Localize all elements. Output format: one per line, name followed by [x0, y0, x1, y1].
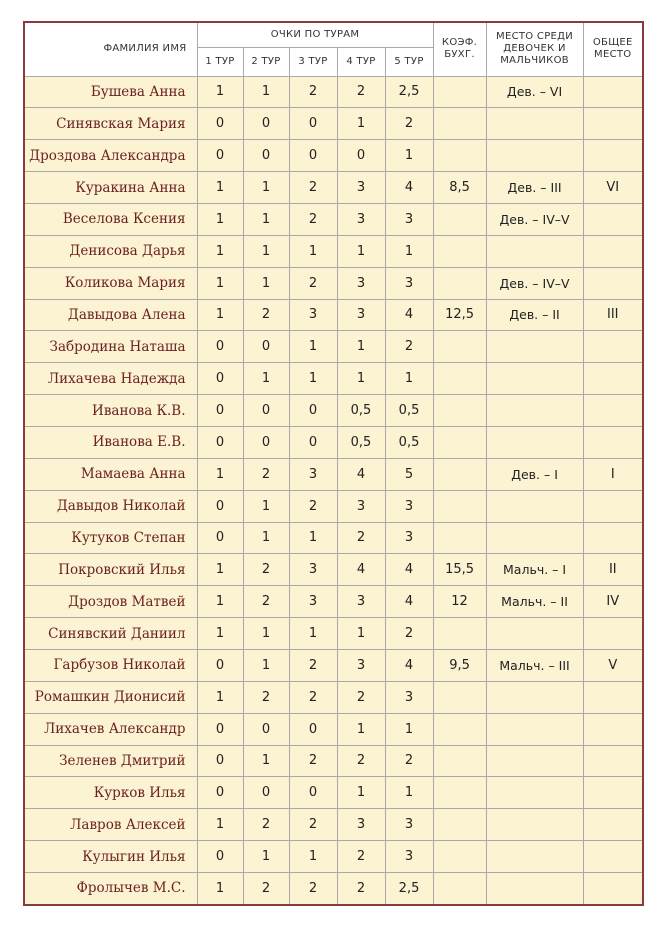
cell-tour-4: 3: [337, 267, 385, 299]
cell-tour-2: 0: [243, 140, 289, 172]
cell-place-gender: [486, 331, 583, 363]
cell-tour-4: 3: [337, 586, 385, 618]
header-tour-4: 4 ТУР: [337, 47, 385, 76]
cell-overall: [583, 490, 642, 522]
cell-name: Иванова К.В.: [25, 395, 197, 427]
cell-tour-2: 1: [243, 522, 289, 554]
cell-place-gender: [486, 777, 583, 809]
cell-tour-5: 5: [385, 458, 433, 490]
cell-tour-3: 0: [289, 713, 337, 745]
cell-place-gender: [486, 235, 583, 267]
cell-tour-4: 3: [337, 172, 385, 204]
cell-tour-1: 0: [197, 713, 243, 745]
cell-place-gender: [486, 745, 583, 777]
cell-coef: [433, 235, 486, 267]
cell-tour-4: 3: [337, 649, 385, 681]
table-row: [25, 745, 642, 777]
cell-tour-4: 2: [337, 841, 385, 873]
table-row: [25, 267, 642, 299]
table-row: [25, 203, 642, 235]
cell-tour-5: 1: [385, 713, 433, 745]
cell-tour-5: 2: [385, 745, 433, 777]
cell-tour-2: 2: [243, 681, 289, 713]
cell-tour-5: 1: [385, 777, 433, 809]
cell-coef: [433, 681, 486, 713]
cell-overall: [583, 522, 642, 554]
cell-place-gender: [486, 681, 583, 713]
cell-tour-1: 1: [197, 809, 243, 841]
cell-tour-2: 1: [243, 841, 289, 873]
table-row: [25, 395, 642, 427]
cell-tour-3: 3: [289, 554, 337, 586]
cell-name: Дроздов Матвей: [25, 586, 197, 618]
cell-place-gender: Дев. – I: [486, 458, 583, 490]
cell-coef: 12: [433, 586, 486, 618]
cell-tour-1: 1: [197, 299, 243, 331]
table-row: [25, 235, 642, 267]
cell-tour-2: 0: [243, 108, 289, 140]
table-row: [25, 713, 642, 745]
table-row: [25, 299, 642, 331]
cell-coef: [433, 522, 486, 554]
cell-overall: [583, 872, 642, 904]
cell-tour-5: 3: [385, 267, 433, 299]
header-tour-1: 1 ТУР: [197, 47, 243, 76]
header-place-gender-text: МЕСТО СРЕДИ ДЕВОЧЕК И МАЛЬЧИКОВ: [496, 31, 574, 67]
cell-coef: 8,5: [433, 172, 486, 204]
cell-overall: [583, 108, 642, 140]
cell-tour-4: 0,5: [337, 426, 385, 458]
cell-tour-3: 3: [289, 299, 337, 331]
cell-place-gender: [486, 841, 583, 873]
cell-tour-4: 1: [337, 363, 385, 395]
cell-tour-4: 1: [337, 777, 385, 809]
results-table: [25, 23, 642, 904]
cell-tour-4: 4: [337, 458, 385, 490]
cell-overall: IV: [583, 586, 642, 618]
cell-coef: [433, 713, 486, 745]
cell-tour-5: 2,5: [385, 76, 433, 108]
cell-place-gender: Мальч. – II: [486, 586, 583, 618]
cell-tour-3: 0: [289, 426, 337, 458]
table-row: [25, 426, 642, 458]
cell-tour-4: 2: [337, 745, 385, 777]
cell-tour-2: 2: [243, 458, 289, 490]
cell-place-gender: Дев. – II: [486, 299, 583, 331]
cell-tour-1: 1: [197, 267, 243, 299]
table-row: [25, 490, 642, 522]
cell-overall: [583, 395, 642, 427]
cell-place-gender: [486, 426, 583, 458]
cell-coef: [433, 841, 486, 873]
table-row: [25, 363, 642, 395]
cell-tour-1: 0: [197, 841, 243, 873]
table-row: [25, 522, 642, 554]
cell-coef: [433, 108, 486, 140]
cell-tour-2: 1: [243, 490, 289, 522]
cell-place-gender: [486, 809, 583, 841]
cell-tour-5: 0,5: [385, 426, 433, 458]
table-row: [25, 618, 642, 650]
cell-place-gender: [486, 522, 583, 554]
cell-tour-2: 2: [243, 809, 289, 841]
cell-tour-2: 2: [243, 586, 289, 618]
table-body: [25, 76, 642, 904]
cell-tour-1: 0: [197, 363, 243, 395]
cell-tour-1: 0: [197, 108, 243, 140]
cell-name: Кутуков Степан: [25, 522, 197, 554]
cell-tour-1: 1: [197, 203, 243, 235]
cell-overall: [583, 76, 642, 108]
cell-name: Кулыгин Илья: [25, 841, 197, 873]
cell-tour-3: 1: [289, 331, 337, 363]
cell-tour-3: 0: [289, 140, 337, 172]
cell-tour-5: 4: [385, 172, 433, 204]
cell-name: Забродина Наташа: [25, 331, 197, 363]
table-row: [25, 777, 642, 809]
cell-tour-2: 0: [243, 426, 289, 458]
cell-tour-3: 3: [289, 458, 337, 490]
cell-coef: [433, 267, 486, 299]
cell-place-gender: [486, 140, 583, 172]
header-name: ФАМИЛИЯ ИМЯ: [25, 23, 197, 76]
cell-tour-4: 1: [337, 108, 385, 140]
cell-overall: [583, 140, 642, 172]
cell-name: Давыдов Николай: [25, 490, 197, 522]
cell-tour-5: 1: [385, 363, 433, 395]
cell-tour-4: 1: [337, 618, 385, 650]
cell-tour-4: 3: [337, 490, 385, 522]
cell-tour-5: 4: [385, 299, 433, 331]
cell-place-gender: Мальч. – I: [486, 554, 583, 586]
cell-overall: V: [583, 649, 642, 681]
table-row: [25, 649, 642, 681]
cell-name: Синявская Мария: [25, 108, 197, 140]
cell-tour-4: 2: [337, 76, 385, 108]
cell-tour-5: 2: [385, 108, 433, 140]
cell-tour-3: 1: [289, 235, 337, 267]
cell-tour-5: 3: [385, 203, 433, 235]
cell-overall: [583, 809, 642, 841]
cell-overall: [583, 841, 642, 873]
cell-place-gender: [486, 872, 583, 904]
table-row: [25, 108, 642, 140]
cell-overall: II: [583, 554, 642, 586]
cell-tour-5: 2,5: [385, 872, 433, 904]
cell-tour-3: 0: [289, 777, 337, 809]
table-row: [25, 140, 642, 172]
cell-place-gender: [486, 618, 583, 650]
table-row: [25, 172, 642, 204]
cell-tour-1: 0: [197, 426, 243, 458]
cell-overall: [583, 681, 642, 713]
cell-tour-3: 1: [289, 522, 337, 554]
cell-name: Денисова Дарья: [25, 235, 197, 267]
cell-overall: [583, 235, 642, 267]
cell-tour-5: 3: [385, 841, 433, 873]
cell-tour-4: 1: [337, 235, 385, 267]
cell-tour-1: 1: [197, 172, 243, 204]
cell-tour-3: 2: [289, 267, 337, 299]
cell-tour-2: 1: [243, 745, 289, 777]
table-row: [25, 681, 642, 713]
cell-tour-3: 2: [289, 745, 337, 777]
cell-name: Давыдова Алена: [25, 299, 197, 331]
cell-tour-1: 0: [197, 522, 243, 554]
cell-tour-1: 1: [197, 235, 243, 267]
cell-place-gender: Дев. – VI: [486, 76, 583, 108]
cell-tour-4: 2: [337, 522, 385, 554]
cell-name: Бушева Анна: [25, 76, 197, 108]
table-row: [25, 872, 642, 904]
cell-tour-5: 1: [385, 235, 433, 267]
cell-tour-4: 3: [337, 203, 385, 235]
cell-overall: [583, 203, 642, 235]
cell-coef: [433, 745, 486, 777]
cell-tour-3: 2: [289, 809, 337, 841]
cell-place-gender: [486, 108, 583, 140]
cell-tour-1: 0: [197, 490, 243, 522]
cell-tour-2: 2: [243, 554, 289, 586]
cell-name: Ромашкин Дионисий: [25, 681, 197, 713]
cell-tour-3: 2: [289, 203, 337, 235]
cell-name: Веселова Ксения: [25, 203, 197, 235]
cell-tour-2: 0: [243, 331, 289, 363]
cell-tour-1: 0: [197, 395, 243, 427]
cell-tour-2: 1: [243, 618, 289, 650]
table-row: [25, 554, 642, 586]
cell-coef: [433, 809, 486, 841]
cell-tour-4: 1: [337, 713, 385, 745]
header-coef: [433, 23, 486, 76]
cell-tour-4: 1: [337, 331, 385, 363]
cell-tour-4: 4: [337, 554, 385, 586]
cell-name: Лихачева Надежда: [25, 363, 197, 395]
cell-name: Куракина Анна: [25, 172, 197, 204]
cell-tour-3: 3: [289, 586, 337, 618]
cell-tour-2: 1: [243, 649, 289, 681]
cell-place-gender: Мальч. – III: [486, 649, 583, 681]
cell-tour-5: 3: [385, 522, 433, 554]
cell-place-gender: [486, 395, 583, 427]
cell-name: Лавров Алексей: [25, 809, 197, 841]
cell-tour-4: 2: [337, 681, 385, 713]
cell-tour-3: 1: [289, 363, 337, 395]
cell-coef: [433, 458, 486, 490]
cell-coef: [433, 363, 486, 395]
header-tour-3: 3 ТУР: [289, 47, 337, 76]
cell-name: Зеленев Дмитрий: [25, 745, 197, 777]
cell-coef: [433, 203, 486, 235]
cell-tour-3: 1: [289, 841, 337, 873]
cell-tour-1: 1: [197, 681, 243, 713]
cell-tour-1: 0: [197, 140, 243, 172]
cell-coef: [433, 777, 486, 809]
cell-tour-2: 1: [243, 172, 289, 204]
cell-coef: [433, 76, 486, 108]
cell-tour-3: 1: [289, 618, 337, 650]
table-row: [25, 841, 642, 873]
cell-name: Иванова Е.В.: [25, 426, 197, 458]
cell-overall: [583, 745, 642, 777]
cell-tour-1: 1: [197, 458, 243, 490]
table-row: [25, 809, 642, 841]
cell-tour-1: 0: [197, 745, 243, 777]
cell-tour-3: 2: [289, 872, 337, 904]
cell-tour-5: 4: [385, 586, 433, 618]
cell-tour-1: 1: [197, 872, 243, 904]
cell-tour-4: 0: [337, 140, 385, 172]
cell-overall: I: [583, 458, 642, 490]
cell-tour-3: 0: [289, 395, 337, 427]
cell-coef: [433, 872, 486, 904]
cell-place-gender: [486, 363, 583, 395]
cell-overall: VI: [583, 172, 642, 204]
cell-name: Гарбузов Николай: [25, 649, 197, 681]
cell-coef: [433, 490, 486, 522]
cell-tour-2: 1: [243, 203, 289, 235]
cell-tour-1: 1: [197, 586, 243, 618]
header-overall: [583, 23, 642, 76]
table-row: [25, 331, 642, 363]
cell-tour-5: 0,5: [385, 395, 433, 427]
cell-coef: 9,5: [433, 649, 486, 681]
cell-coef: [433, 395, 486, 427]
cell-overall: III: [583, 299, 642, 331]
cell-tour-2: 2: [243, 872, 289, 904]
cell-coef: [433, 426, 486, 458]
cell-tour-2: 0: [243, 777, 289, 809]
cell-tour-5: 3: [385, 809, 433, 841]
cell-place-gender: Дев. – IV–V: [486, 203, 583, 235]
cell-tour-1: 1: [197, 554, 243, 586]
cell-coef: [433, 140, 486, 172]
cell-coef: 12,5: [433, 299, 486, 331]
cell-coef: 15,5: [433, 554, 486, 586]
cell-tour-5: 1: [385, 140, 433, 172]
results-table-frame: [23, 21, 644, 906]
header-coef-text: КОЭФ. БУХГ.: [441, 37, 478, 61]
cell-overall: [583, 331, 642, 363]
cell-name: Синявский Даниил: [25, 618, 197, 650]
cell-tour-5: 4: [385, 649, 433, 681]
cell-tour-4: 2: [337, 872, 385, 904]
cell-tour-5: 3: [385, 490, 433, 522]
cell-place-gender: [486, 713, 583, 745]
cell-tour-1: 0: [197, 649, 243, 681]
header-tour-5: 5 ТУР: [385, 47, 433, 76]
cell-tour-5: 4: [385, 554, 433, 586]
cell-tour-2: 1: [243, 235, 289, 267]
cell-name: Курков Илья: [25, 777, 197, 809]
cell-tour-2: 0: [243, 713, 289, 745]
cell-tour-4: 3: [337, 809, 385, 841]
cell-name: Фролычев М.С.: [25, 872, 197, 904]
cell-place-gender: Дев. – IV–V: [486, 267, 583, 299]
cell-tour-2: 1: [243, 76, 289, 108]
cell-tour-3: 2: [289, 649, 337, 681]
cell-tour-1: 0: [197, 331, 243, 363]
header-tours-group: ОЧКИ ПО ТУРАМ: [197, 23, 433, 47]
cell-tour-4: 3: [337, 299, 385, 331]
cell-name: Лихачев Александр: [25, 713, 197, 745]
cell-tour-5: 3: [385, 681, 433, 713]
cell-place-gender: [486, 490, 583, 522]
cell-tour-2: 2: [243, 299, 289, 331]
cell-tour-3: 2: [289, 76, 337, 108]
cell-tour-2: 1: [243, 267, 289, 299]
cell-tour-1: 1: [197, 76, 243, 108]
cell-name: Мамаева Анна: [25, 458, 197, 490]
header-overall-text: ОБЩЕЕ МЕСТО: [592, 37, 633, 61]
table-row: [25, 458, 642, 490]
cell-overall: [583, 426, 642, 458]
cell-overall: [583, 363, 642, 395]
cell-name: Покровский Илья: [25, 554, 197, 586]
cell-name: Коликова Мария: [25, 267, 197, 299]
cell-tour-3: 2: [289, 490, 337, 522]
cell-overall: [583, 713, 642, 745]
cell-tour-3: 2: [289, 172, 337, 204]
cell-coef: [433, 618, 486, 650]
cell-tour-1: 0: [197, 777, 243, 809]
cell-place-gender: Дев. – III: [486, 172, 583, 204]
cell-overall: [583, 777, 642, 809]
cell-tour-5: 2: [385, 331, 433, 363]
cell-tour-4: 0,5: [337, 395, 385, 427]
cell-tour-2: 1: [243, 363, 289, 395]
cell-tour-3: 2: [289, 681, 337, 713]
table-row: [25, 586, 642, 618]
cell-tour-1: 1: [197, 618, 243, 650]
header-place-gender: [486, 23, 583, 76]
cell-tour-3: 0: [289, 108, 337, 140]
header-tour-2: 2 ТУР: [243, 47, 289, 76]
table-row: [25, 76, 642, 108]
cell-overall: [583, 267, 642, 299]
cell-tour-2: 0: [243, 395, 289, 427]
cell-overall: [583, 618, 642, 650]
cell-coef: [433, 331, 486, 363]
cell-name: Дроздова Александра: [25, 140, 197, 172]
cell-tour-5: 2: [385, 618, 433, 650]
